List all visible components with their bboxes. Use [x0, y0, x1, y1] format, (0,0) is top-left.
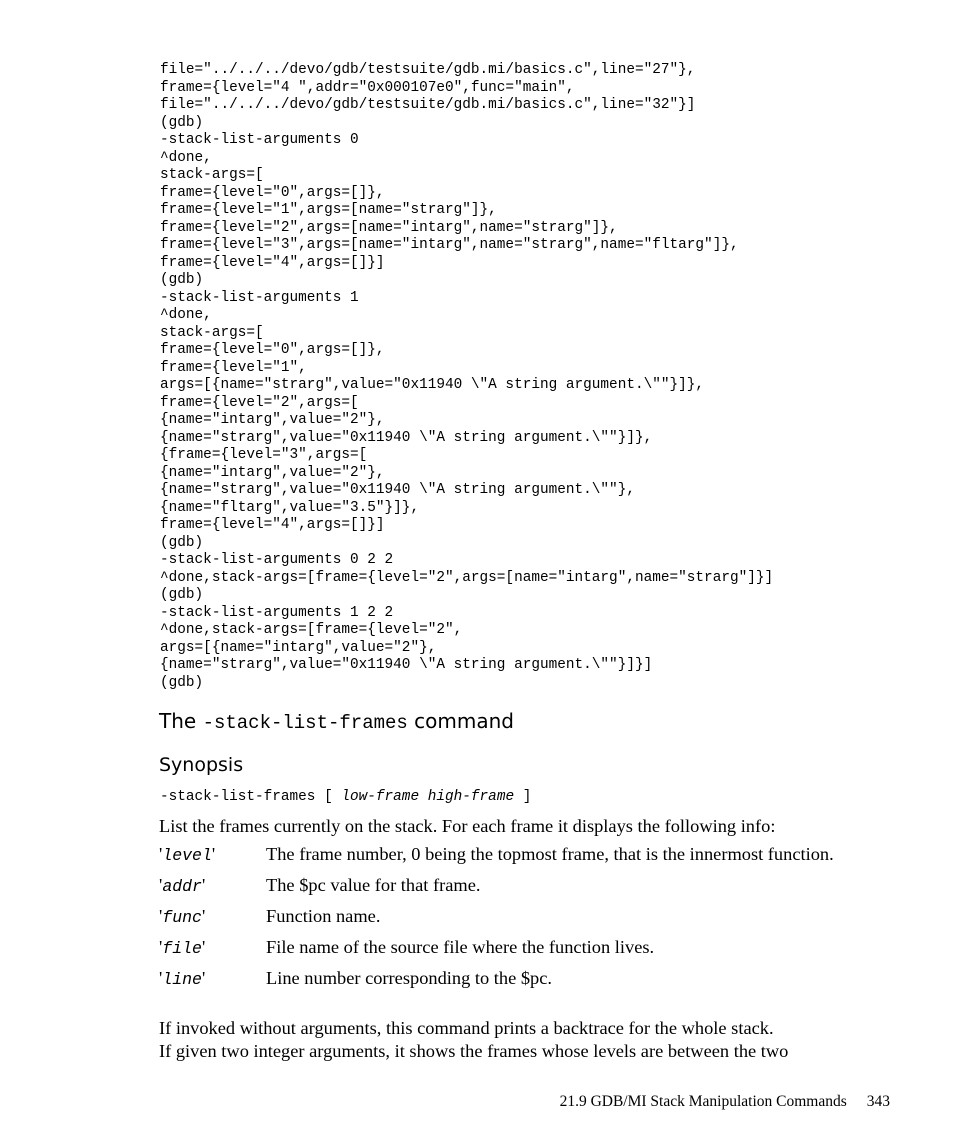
synopsis-code [160, 788, 531, 806]
code-line: (gdb) [160, 114, 204, 131]
section-heading [159, 707, 514, 737]
definition-description: The $pc value for that frame. [266, 875, 481, 895]
code-line: ^done, [160, 307, 212, 323]
code-line: frame={level="2",args=[ [160, 394, 359, 411]
synopsis-heading: Synopsis [159, 754, 244, 776]
definition-item [159, 967, 879, 991]
synopsis-command: -stack-list-frames [ [160, 789, 342, 805]
code-example [160, 62, 773, 692]
code-line: frame={level="3",args=[name="intarg",name="strarg",name="fltarg"]}, [160, 237, 739, 253]
code-line: {frame={level="3",args=[ [160, 447, 368, 463]
field-definition-list [159, 843, 879, 998]
definition-term: 'line' [159, 968, 206, 989]
code-line: {name="strarg",value="0x11940 \"A string argument.\""}]}, [160, 429, 653, 446]
definition-item [159, 874, 879, 898]
code-line: {name="strarg",value="0x11940 \"A string argument.\""}, [160, 482, 635, 498]
code-line: frame={level="0",args=[]}, [160, 184, 385, 201]
definition-description: File name of the source file where the function lives. [266, 937, 655, 957]
code-line: {name="intarg",value="2"}, [160, 464, 385, 481]
definition-description: Function name. [266, 906, 381, 926]
heading-command: -stack-list-frames [202, 712, 408, 734]
code-line: ^done,stack-args=[frame={level="2", [160, 622, 463, 638]
code-line: ^done,stack-args=[frame={level="2",args=[name="intarg",name="strarg"]}] [160, 569, 774, 586]
closing-paragraph-line: If given two integer arguments, it shows the frames whose levels are between the two [159, 1041, 789, 1061]
footer-section-title: 21.9 GDB/MI Stack Manipulation Commands [559, 1093, 847, 1110]
code-line: (gdb) [160, 674, 204, 691]
code-line: frame={level="0",args=[]}, [160, 342, 385, 358]
closing-paragraph-line: If invoked without arguments, this command prints a backtrace for the whole stack. [159, 1018, 774, 1038]
code-line: frame={level="4",args=[]}] [160, 517, 385, 533]
definition-term: 'addr' [159, 875, 206, 896]
code-line: frame={level="1",args=[name="strarg"]}, [160, 202, 497, 218]
definition-item [159, 905, 879, 929]
code-line: -stack-list-arguments 1 2 2 [160, 604, 394, 621]
page-footer [560, 1092, 890, 1112]
heading-prefix: The [159, 709, 203, 733]
definition-item [159, 843, 879, 867]
synopsis-close: ] [514, 789, 532, 805]
synopsis-arg-low-frame: low-frame [341, 789, 420, 805]
code-line: {name="intarg",value="2"}, [160, 412, 385, 428]
definition-term: 'file' [159, 937, 206, 958]
code-line: file="../../../devo/gdb/testsuite/gdb.mi/basics.c",line="32"}] [160, 97, 696, 113]
synopsis-arg-high-frame: high-frame [427, 789, 515, 805]
page-number: 343 [866, 1093, 890, 1110]
code-line: -stack-list-arguments 0 2 2 [160, 552, 394, 568]
code-line: -stack-list-arguments 1 [160, 289, 359, 306]
code-line: {name="strarg",value="0x11940 \"A string argument.\""}]}] [160, 657, 653, 673]
definition-description: The frame number, 0 being the topmost frame, that is the innermost function. [266, 844, 834, 864]
code-line: args=[{name="strarg",value="0x11940 \"A string argument.\""}]}, [160, 377, 705, 393]
code-line: (gdb) [160, 587, 204, 603]
synopsis-space [419, 789, 428, 805]
code-line: stack-args=[ [160, 167, 264, 183]
definition-term: 'func' [159, 906, 206, 927]
code-line: -stack-list-arguments 0 [160, 132, 359, 148]
intro-paragraph: List the frames currently on the stack. For each frame it displays the following info: [159, 816, 776, 836]
code-line: frame={level="4 ",addr="0x000107e0",func="main", [160, 79, 575, 96]
code-line: frame={level="2",args=[name="intarg",name="strarg"]}, [160, 219, 618, 236]
code-line: (gdb) [160, 534, 204, 551]
code-line: {name="fltarg",value="3.5"}]}, [160, 499, 420, 516]
definition-description: Line number corresponding to the $pc. [266, 968, 552, 988]
heading-suffix: command [407, 709, 514, 733]
definition-term: 'level' [159, 844, 216, 865]
code-line: frame={level="4",args=[]}] [160, 254, 385, 271]
code-line: (gdb) [160, 272, 204, 288]
code-line: stack-args=[ [160, 324, 264, 341]
code-line: file="../../../devo/gdb/testsuite/gdb.mi/basics.c",line="27"}, [160, 62, 696, 78]
code-line: args=[{name="intarg",value="2"}, [160, 639, 437, 656]
code-line: frame={level="1", [160, 359, 307, 376]
code-line: ^done, [160, 149, 212, 166]
definition-item [159, 936, 879, 960]
